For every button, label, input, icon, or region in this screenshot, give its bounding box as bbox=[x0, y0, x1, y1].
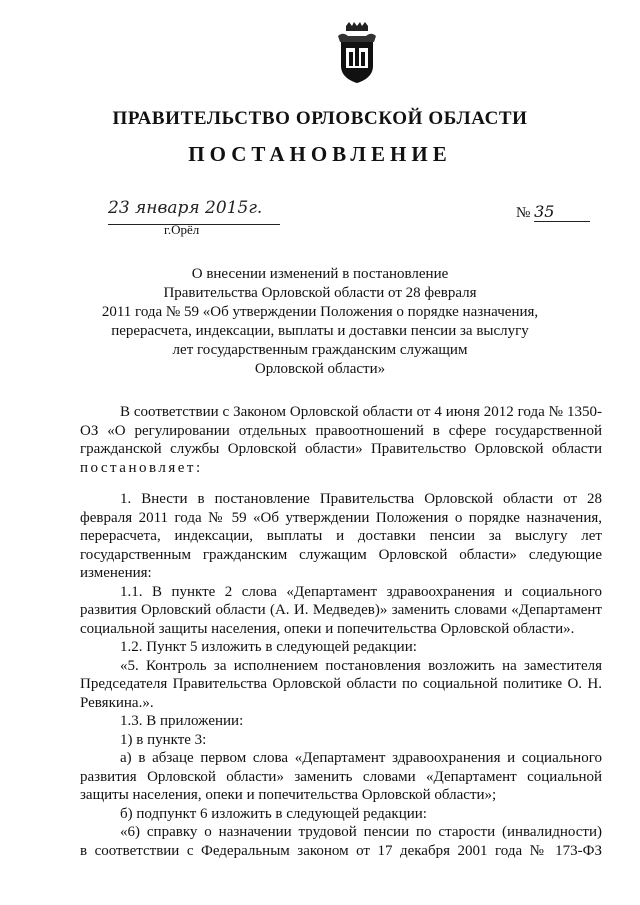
number-prefix: № bbox=[516, 205, 531, 221]
paragraph-b: б) подпункт 6 изложить в следующей редакции: bbox=[120, 805, 427, 822]
paragraph-1-3-1: 1) в пункте 3: bbox=[120, 731, 207, 748]
preamble-paragraph bbox=[80, 403, 602, 477]
handwritten-date: 23 января 2015г. bbox=[108, 198, 280, 225]
preamble-emphasis: постановляет: bbox=[80, 459, 203, 476]
subject-line: перерасчета, индексации, выплаты и доставки пенсии за выслугу bbox=[111, 323, 529, 339]
city-label: г.Орёл bbox=[164, 222, 200, 237]
subject-line: О внесении изменений в постановление bbox=[191, 266, 449, 282]
paragraph-1-2: 1.2. Пункт 5 изложить в следующей редакции: bbox=[120, 639, 417, 655]
resolution-body bbox=[80, 490, 602, 860]
coat-of-arms-emblem bbox=[334, 22, 380, 84]
subject-line: 2011 года № 59 «Об утверждении Положения о порядке назначения, bbox=[101, 304, 539, 320]
paragraph-6-line-1: «6) справку о назначении трудовой пенсии по старости (инвалидности) bbox=[120, 824, 602, 840]
government-name: ПРАВИТЕЛЬСТВО ОРЛОВСКОЙ ОБЛАСТИ bbox=[112, 108, 528, 129]
document-title: ПОСТАНОВЛЕНИЕ bbox=[188, 142, 452, 166]
preamble bbox=[80, 403, 602, 477]
paragraph-1-3: 1.3. В приложении: bbox=[120, 713, 244, 729]
paragraph-1: 1. Внести в постановление Правительства Орловской области от 28 февраля 2011 года № 59 «Об утверждении Положения о порядке назначения, перерасчета, индексации, выплаты и доставки пенсии за выслугу лет государственным гражданским служащим Орловской области» следующие изменения: bbox=[80, 491, 602, 581]
document-subject bbox=[60, 265, 580, 379]
paragraph-a: а) в абзаце первом слова «Департамент здравоохранения и социального развития Орловской области» заменить словами «Департамент социальной защиты населения, опеки и попечительства Орловской области»; bbox=[80, 750, 602, 803]
subject-line: Орловской области» bbox=[254, 361, 386, 377]
paragraph-6-line-2: в соответствии с Федеральным законом от 17 декабря 2001 года № 173-ФЗ bbox=[80, 842, 602, 859]
paragraph-1-1: 1.1. В пункте 2 слова «Департамент здравоохранения и социального развития Орловский области (А. И. Медведев)» заменить словами «Департамент социальной защиты населения, опеки и попечительства Орловской области». bbox=[80, 583, 602, 637]
document-number bbox=[516, 202, 590, 222]
preamble-text: В соответствии с Законом Орловской области от 4 июня 2012 года № 1350-ОЗ «О регулировании отдельных правоотношений в сфере государственной гражданской службы Орловской области» Правительство Орловской области bbox=[80, 404, 602, 457]
handwritten-number: 35 bbox=[534, 202, 590, 222]
subject-line: лет государственным гражданским служащим bbox=[172, 342, 468, 358]
paragraph-point-5: «5. Контроль за исполнением постановления возложить на заместителя Председателя Правительства Орловской области по социальной политике О. Н. Ревякина.». bbox=[80, 657, 602, 711]
subject-line: Правительства Орловской области от 28 февраля bbox=[163, 285, 477, 301]
